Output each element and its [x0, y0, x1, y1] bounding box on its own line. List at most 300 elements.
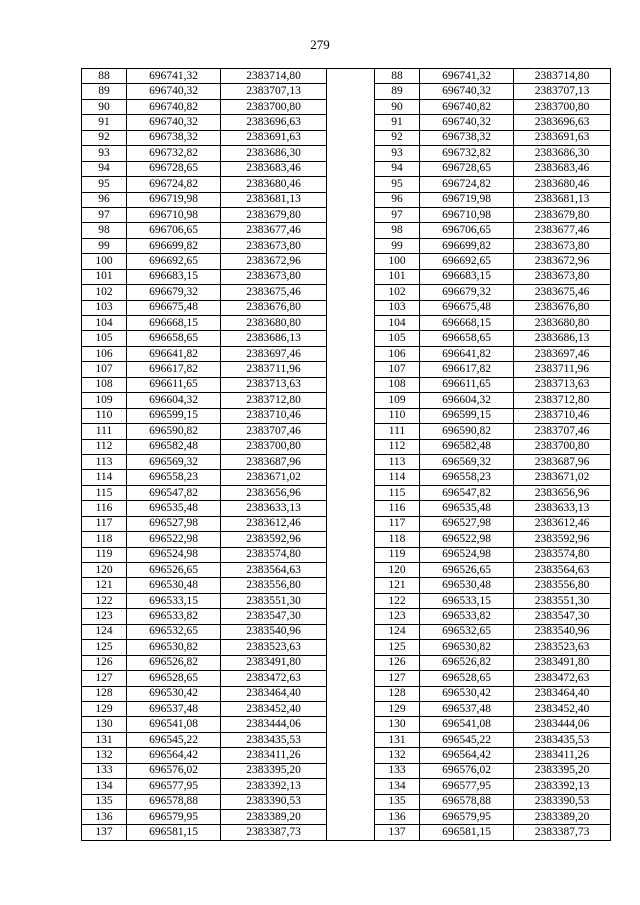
left-x-coordinate-cell: 696526,65 [127, 563, 221, 578]
right-point-number-cell: 131 [375, 732, 420, 747]
separator-cell [327, 99, 375, 114]
right-y-coordinate-cell: 2383395,20 [514, 763, 611, 778]
right-point-number-cell: 137 [375, 825, 420, 840]
left-point-number-cell: 130 [82, 717, 127, 732]
left-y-coordinate-cell: 2383389,20 [221, 810, 327, 825]
separator-cell [327, 115, 375, 130]
separator-cell [327, 285, 375, 300]
left-y-coordinate-cell: 2383711,96 [221, 362, 327, 377]
left-y-coordinate-cell: 2383683,46 [221, 161, 327, 176]
separator-cell [327, 300, 375, 315]
left-x-coordinate-cell: 696530,82 [127, 640, 221, 655]
right-x-coordinate-cell: 696547,82 [420, 485, 514, 500]
left-x-coordinate-cell: 696528,65 [127, 671, 221, 686]
right-y-coordinate-cell: 2383491,80 [514, 655, 611, 670]
left-y-coordinate-cell: 2383680,80 [221, 316, 327, 331]
table-row [82, 470, 611, 485]
left-y-coordinate-cell: 2383712,80 [221, 393, 327, 408]
right-x-coordinate-cell: 696724,82 [420, 177, 514, 192]
left-y-coordinate-cell: 2383675,46 [221, 285, 327, 300]
right-point-number-cell: 118 [375, 532, 420, 547]
left-y-coordinate-cell: 2383700,80 [221, 439, 327, 454]
table-row [82, 238, 611, 253]
right-x-coordinate-cell: 696532,65 [420, 624, 514, 639]
right-y-coordinate-cell: 2383435,53 [514, 732, 611, 747]
table-row [82, 454, 611, 469]
right-x-coordinate-cell: 696732,82 [420, 146, 514, 161]
left-y-coordinate-cell: 2383574,80 [221, 547, 327, 562]
table-row [82, 192, 611, 207]
right-y-coordinate-cell: 2383700,80 [514, 439, 611, 454]
left-point-number-cell: 101 [82, 269, 127, 284]
left-y-coordinate-cell: 2383564,63 [221, 563, 327, 578]
left-x-coordinate-cell: 696740,82 [127, 99, 221, 114]
right-x-coordinate-cell: 696530,82 [420, 640, 514, 655]
right-y-coordinate-cell: 2383523,63 [514, 640, 611, 655]
table-row [82, 146, 611, 161]
left-y-coordinate-cell: 2383672,96 [221, 254, 327, 269]
right-x-coordinate-cell: 696577,95 [420, 779, 514, 794]
separator-cell [327, 794, 375, 809]
right-y-coordinate-cell: 2383712,80 [514, 393, 611, 408]
right-x-coordinate-cell: 696581,15 [420, 825, 514, 840]
table-row [82, 115, 611, 130]
table-row [82, 84, 611, 99]
right-x-coordinate-cell: 696641,82 [420, 346, 514, 361]
left-y-coordinate-cell: 2383707,46 [221, 424, 327, 439]
right-point-number-cell: 94 [375, 161, 420, 176]
table-row [82, 408, 611, 423]
left-point-number-cell: 116 [82, 501, 127, 516]
right-y-coordinate-cell: 2383633,13 [514, 501, 611, 516]
left-x-coordinate-cell: 696590,82 [127, 424, 221, 439]
right-point-number-cell: 100 [375, 254, 420, 269]
table-row [82, 393, 611, 408]
left-y-coordinate-cell: 2383556,80 [221, 578, 327, 593]
left-y-coordinate-cell: 2383592,96 [221, 532, 327, 547]
left-x-coordinate-cell: 696675,48 [127, 300, 221, 315]
right-x-coordinate-cell: 696530,42 [420, 686, 514, 701]
right-x-coordinate-cell: 696579,95 [420, 810, 514, 825]
separator-cell [327, 408, 375, 423]
left-y-coordinate-cell: 2383452,40 [221, 701, 327, 716]
table-row [82, 300, 611, 315]
left-x-coordinate-cell: 696564,42 [127, 748, 221, 763]
table-row [82, 748, 611, 763]
right-y-coordinate-cell: 2383713,63 [514, 377, 611, 392]
right-x-coordinate-cell: 696541,08 [420, 717, 514, 732]
right-x-coordinate-cell: 696611,65 [420, 377, 514, 392]
right-x-coordinate-cell: 696599,15 [420, 408, 514, 423]
right-y-coordinate-cell: 2383444,06 [514, 717, 611, 732]
right-point-number-cell: 124 [375, 624, 420, 639]
right-x-coordinate-cell: 696569,32 [420, 454, 514, 469]
table-row [82, 130, 611, 145]
left-y-coordinate-cell: 2383390,53 [221, 794, 327, 809]
table-row [82, 810, 611, 825]
right-x-coordinate-cell: 696533,15 [420, 593, 514, 608]
left-point-number-cell: 134 [82, 779, 127, 794]
left-point-number-cell: 103 [82, 300, 127, 315]
left-point-number-cell: 105 [82, 331, 127, 346]
left-y-coordinate-cell: 2383696,63 [221, 115, 327, 130]
left-point-number-cell: 90 [82, 99, 127, 114]
right-y-coordinate-cell: 2383697,46 [514, 346, 611, 361]
left-y-coordinate-cell: 2383710,46 [221, 408, 327, 423]
separator-cell [327, 485, 375, 500]
table-row [82, 624, 611, 639]
table-row [82, 671, 611, 686]
right-point-number-cell: 104 [375, 316, 420, 331]
right-point-number-cell: 106 [375, 346, 420, 361]
separator-cell [327, 377, 375, 392]
left-x-coordinate-cell: 696577,95 [127, 779, 221, 794]
left-y-coordinate-cell: 2383656,96 [221, 485, 327, 500]
right-point-number-cell: 101 [375, 269, 420, 284]
right-y-coordinate-cell: 2383390,53 [514, 794, 611, 809]
left-point-number-cell: 124 [82, 624, 127, 639]
right-x-coordinate-cell: 696530,48 [420, 578, 514, 593]
right-y-coordinate-cell: 2383452,40 [514, 701, 611, 716]
left-x-coordinate-cell: 696545,22 [127, 732, 221, 747]
left-x-coordinate-cell: 696719,98 [127, 192, 221, 207]
right-x-coordinate-cell: 696582,48 [420, 439, 514, 454]
right-y-coordinate-cell: 2383680,80 [514, 316, 611, 331]
right-x-coordinate-cell: 696537,48 [420, 701, 514, 716]
right-x-coordinate-cell: 696699,82 [420, 238, 514, 253]
left-point-number-cell: 110 [82, 408, 127, 423]
right-y-coordinate-cell: 2383592,96 [514, 532, 611, 547]
right-point-number-cell: 135 [375, 794, 420, 809]
right-x-coordinate-cell: 696533,82 [420, 609, 514, 624]
left-y-coordinate-cell: 2383612,46 [221, 516, 327, 531]
left-point-number-cell: 122 [82, 593, 127, 608]
right-point-number-cell: 120 [375, 563, 420, 578]
table-row [82, 655, 611, 670]
right-y-coordinate-cell: 2383679,80 [514, 207, 611, 222]
left-x-coordinate-cell: 696537,48 [127, 701, 221, 716]
separator-cell [327, 393, 375, 408]
right-x-coordinate-cell: 696617,82 [420, 362, 514, 377]
left-y-coordinate-cell: 2383464,40 [221, 686, 327, 701]
separator-cell [327, 593, 375, 608]
left-y-coordinate-cell: 2383392,13 [221, 779, 327, 794]
right-point-number-cell: 113 [375, 454, 420, 469]
table-row [82, 269, 611, 284]
left-y-coordinate-cell: 2383435,53 [221, 732, 327, 747]
left-x-coordinate-cell: 696741,32 [127, 69, 221, 84]
right-x-coordinate-cell: 696522,98 [420, 532, 514, 547]
table-row [82, 254, 611, 269]
right-point-number-cell: 92 [375, 130, 420, 145]
separator-cell [327, 810, 375, 825]
table-row [82, 316, 611, 331]
right-x-coordinate-cell: 696558,23 [420, 470, 514, 485]
right-point-number-cell: 136 [375, 810, 420, 825]
left-y-coordinate-cell: 2383700,80 [221, 99, 327, 114]
left-point-number-cell: 135 [82, 794, 127, 809]
left-x-coordinate-cell: 696679,32 [127, 285, 221, 300]
right-point-number-cell: 89 [375, 84, 420, 99]
right-x-coordinate-cell: 696658,65 [420, 331, 514, 346]
left-point-number-cell: 97 [82, 207, 127, 222]
separator-cell [327, 130, 375, 145]
right-x-coordinate-cell: 696710,98 [420, 207, 514, 222]
left-y-coordinate-cell: 2383673,80 [221, 269, 327, 284]
right-point-number-cell: 95 [375, 177, 420, 192]
right-y-coordinate-cell: 2383551,30 [514, 593, 611, 608]
separator-cell [327, 763, 375, 778]
separator-cell [327, 362, 375, 377]
separator-cell [327, 146, 375, 161]
right-y-coordinate-cell: 2383472,63 [514, 671, 611, 686]
table-row [82, 794, 611, 809]
right-y-coordinate-cell: 2383612,46 [514, 516, 611, 531]
right-x-coordinate-cell: 696535,48 [420, 501, 514, 516]
left-y-coordinate-cell: 2383387,73 [221, 825, 327, 840]
coordinates-table-body [82, 69, 611, 841]
left-point-number-cell: 104 [82, 316, 127, 331]
right-point-number-cell: 107 [375, 362, 420, 377]
right-y-coordinate-cell: 2383675,46 [514, 285, 611, 300]
left-point-number-cell: 113 [82, 454, 127, 469]
separator-cell [327, 223, 375, 238]
left-y-coordinate-cell: 2383687,96 [221, 454, 327, 469]
left-point-number-cell: 88 [82, 69, 127, 84]
separator-cell [327, 238, 375, 253]
right-y-coordinate-cell: 2383540,96 [514, 624, 611, 639]
right-y-coordinate-cell: 2383676,80 [514, 300, 611, 315]
table-row [82, 207, 611, 222]
left-point-number-cell: 111 [82, 424, 127, 439]
right-x-coordinate-cell: 696679,32 [420, 285, 514, 300]
left-x-coordinate-cell: 696692,65 [127, 254, 221, 269]
left-y-coordinate-cell: 2383697,46 [221, 346, 327, 361]
right-x-coordinate-cell: 696740,82 [420, 99, 514, 114]
right-point-number-cell: 91 [375, 115, 420, 130]
separator-cell [327, 671, 375, 686]
left-point-number-cell: 129 [82, 701, 127, 716]
left-y-coordinate-cell: 2383444,06 [221, 717, 327, 732]
right-y-coordinate-cell: 2383683,46 [514, 161, 611, 176]
right-y-coordinate-cell: 2383680,46 [514, 177, 611, 192]
right-point-number-cell: 109 [375, 393, 420, 408]
right-x-coordinate-cell: 696668,15 [420, 316, 514, 331]
table-row [82, 439, 611, 454]
right-point-number-cell: 134 [375, 779, 420, 794]
left-x-coordinate-cell: 696599,15 [127, 408, 221, 423]
left-point-number-cell: 95 [82, 177, 127, 192]
right-point-number-cell: 129 [375, 701, 420, 716]
left-x-coordinate-cell: 696683,15 [127, 269, 221, 284]
left-point-number-cell: 120 [82, 563, 127, 578]
separator-cell [327, 624, 375, 639]
right-x-coordinate-cell: 696740,32 [420, 115, 514, 130]
left-x-coordinate-cell: 696732,82 [127, 146, 221, 161]
left-x-coordinate-cell: 696617,82 [127, 362, 221, 377]
separator-cell [327, 207, 375, 222]
left-y-coordinate-cell: 2383547,30 [221, 609, 327, 624]
left-y-coordinate-cell: 2383395,20 [221, 763, 327, 778]
left-y-coordinate-cell: 2383551,30 [221, 593, 327, 608]
left-point-number-cell: 137 [82, 825, 127, 840]
right-x-coordinate-cell: 696604,32 [420, 393, 514, 408]
separator-cell [327, 547, 375, 562]
left-y-coordinate-cell: 2383540,96 [221, 624, 327, 639]
right-x-coordinate-cell: 696741,32 [420, 69, 514, 84]
table-row [82, 516, 611, 531]
right-point-number-cell: 93 [375, 146, 420, 161]
separator-cell [327, 69, 375, 84]
left-point-number-cell: 121 [82, 578, 127, 593]
left-point-number-cell: 106 [82, 346, 127, 361]
right-x-coordinate-cell: 696528,65 [420, 671, 514, 686]
left-x-coordinate-cell: 696576,02 [127, 763, 221, 778]
table-row [82, 578, 611, 593]
left-y-coordinate-cell: 2383713,63 [221, 377, 327, 392]
left-y-coordinate-cell: 2383676,80 [221, 300, 327, 315]
right-point-number-cell: 133 [375, 763, 420, 778]
left-x-coordinate-cell: 696541,08 [127, 717, 221, 732]
left-y-coordinate-cell: 2383714,80 [221, 69, 327, 84]
left-y-coordinate-cell: 2383472,63 [221, 671, 327, 686]
separator-cell [327, 532, 375, 547]
table-row [82, 362, 611, 377]
separator-cell [327, 439, 375, 454]
right-point-number-cell: 114 [375, 470, 420, 485]
right-x-coordinate-cell: 696719,98 [420, 192, 514, 207]
right-y-coordinate-cell: 2383687,96 [514, 454, 611, 469]
right-y-coordinate-cell: 2383673,80 [514, 238, 611, 253]
right-y-coordinate-cell: 2383707,46 [514, 424, 611, 439]
right-x-coordinate-cell: 696675,48 [420, 300, 514, 315]
left-x-coordinate-cell: 696728,65 [127, 161, 221, 176]
table-row [82, 701, 611, 716]
right-point-number-cell: 98 [375, 223, 420, 238]
left-y-coordinate-cell: 2383633,13 [221, 501, 327, 516]
left-y-coordinate-cell: 2383673,80 [221, 238, 327, 253]
left-y-coordinate-cell: 2383491,80 [221, 655, 327, 670]
separator-cell [327, 269, 375, 284]
left-point-number-cell: 125 [82, 640, 127, 655]
left-point-number-cell: 136 [82, 810, 127, 825]
right-point-number-cell: 99 [375, 238, 420, 253]
right-point-number-cell: 108 [375, 377, 420, 392]
left-y-coordinate-cell: 2383691,63 [221, 130, 327, 145]
separator-cell [327, 254, 375, 269]
right-y-coordinate-cell: 2383714,80 [514, 69, 611, 84]
right-y-coordinate-cell: 2383711,96 [514, 362, 611, 377]
left-point-number-cell: 94 [82, 161, 127, 176]
right-y-coordinate-cell: 2383564,63 [514, 563, 611, 578]
right-y-coordinate-cell: 2383547,30 [514, 609, 611, 624]
right-y-coordinate-cell: 2383389,20 [514, 810, 611, 825]
right-point-number-cell: 111 [375, 424, 420, 439]
right-x-coordinate-cell: 696526,65 [420, 563, 514, 578]
separator-cell [327, 470, 375, 485]
left-x-coordinate-cell: 696582,48 [127, 439, 221, 454]
left-point-number-cell: 96 [82, 192, 127, 207]
table-row [82, 779, 611, 794]
right-x-coordinate-cell: 696527,98 [420, 516, 514, 531]
right-x-coordinate-cell: 696683,15 [420, 269, 514, 284]
left-point-number-cell: 112 [82, 439, 127, 454]
right-point-number-cell: 97 [375, 207, 420, 222]
separator-cell [327, 748, 375, 763]
separator-cell [327, 316, 375, 331]
separator-cell [327, 609, 375, 624]
separator-cell [327, 825, 375, 840]
left-point-number-cell: 107 [82, 362, 127, 377]
right-x-coordinate-cell: 696740,32 [420, 84, 514, 99]
left-point-number-cell: 127 [82, 671, 127, 686]
table-row [82, 501, 611, 516]
coordinates-table [81, 68, 611, 841]
separator-cell [327, 779, 375, 794]
right-point-number-cell: 125 [375, 640, 420, 655]
right-point-number-cell: 119 [375, 547, 420, 562]
separator-cell [327, 346, 375, 361]
table-row [82, 346, 611, 361]
right-y-coordinate-cell: 2383707,13 [514, 84, 611, 99]
table-row [82, 640, 611, 655]
left-point-number-cell: 126 [82, 655, 127, 670]
left-point-number-cell: 115 [82, 485, 127, 500]
right-point-number-cell: 115 [375, 485, 420, 500]
left-x-coordinate-cell: 696558,23 [127, 470, 221, 485]
left-y-coordinate-cell: 2383680,46 [221, 177, 327, 192]
right-y-coordinate-cell: 2383710,46 [514, 408, 611, 423]
right-point-number-cell: 96 [375, 192, 420, 207]
left-x-coordinate-cell: 696524,98 [127, 547, 221, 562]
left-point-number-cell: 133 [82, 763, 127, 778]
left-point-number-cell: 93 [82, 146, 127, 161]
table-row [82, 377, 611, 392]
left-y-coordinate-cell: 2383523,63 [221, 640, 327, 655]
right-y-coordinate-cell: 2383672,96 [514, 254, 611, 269]
left-point-number-cell: 117 [82, 516, 127, 531]
separator-cell [327, 655, 375, 670]
right-point-number-cell: 130 [375, 717, 420, 732]
left-point-number-cell: 91 [82, 115, 127, 130]
page-number: 279 [310, 37, 330, 52]
table-row [82, 285, 611, 300]
left-x-coordinate-cell: 696738,32 [127, 130, 221, 145]
right-y-coordinate-cell: 2383392,13 [514, 779, 611, 794]
separator-cell [327, 701, 375, 716]
left-x-coordinate-cell: 696530,42 [127, 686, 221, 701]
left-point-number-cell: 132 [82, 748, 127, 763]
left-x-coordinate-cell: 696581,15 [127, 825, 221, 840]
left-x-coordinate-cell: 696547,82 [127, 485, 221, 500]
separator-cell [327, 424, 375, 439]
right-y-coordinate-cell: 2383671,02 [514, 470, 611, 485]
left-x-coordinate-cell: 696578,88 [127, 794, 221, 809]
left-point-number-cell: 128 [82, 686, 127, 701]
separator-cell [327, 161, 375, 176]
right-point-number-cell: 127 [375, 671, 420, 686]
separator-cell [327, 640, 375, 655]
table-row [82, 686, 611, 701]
right-y-coordinate-cell: 2383574,80 [514, 547, 611, 562]
right-x-coordinate-cell: 696692,65 [420, 254, 514, 269]
left-x-coordinate-cell: 696699,82 [127, 238, 221, 253]
left-point-number-cell: 108 [82, 377, 127, 392]
right-y-coordinate-cell: 2383691,63 [514, 130, 611, 145]
left-x-coordinate-cell: 696740,32 [127, 84, 221, 99]
right-x-coordinate-cell: 696578,88 [420, 794, 514, 809]
table-row [82, 563, 611, 578]
